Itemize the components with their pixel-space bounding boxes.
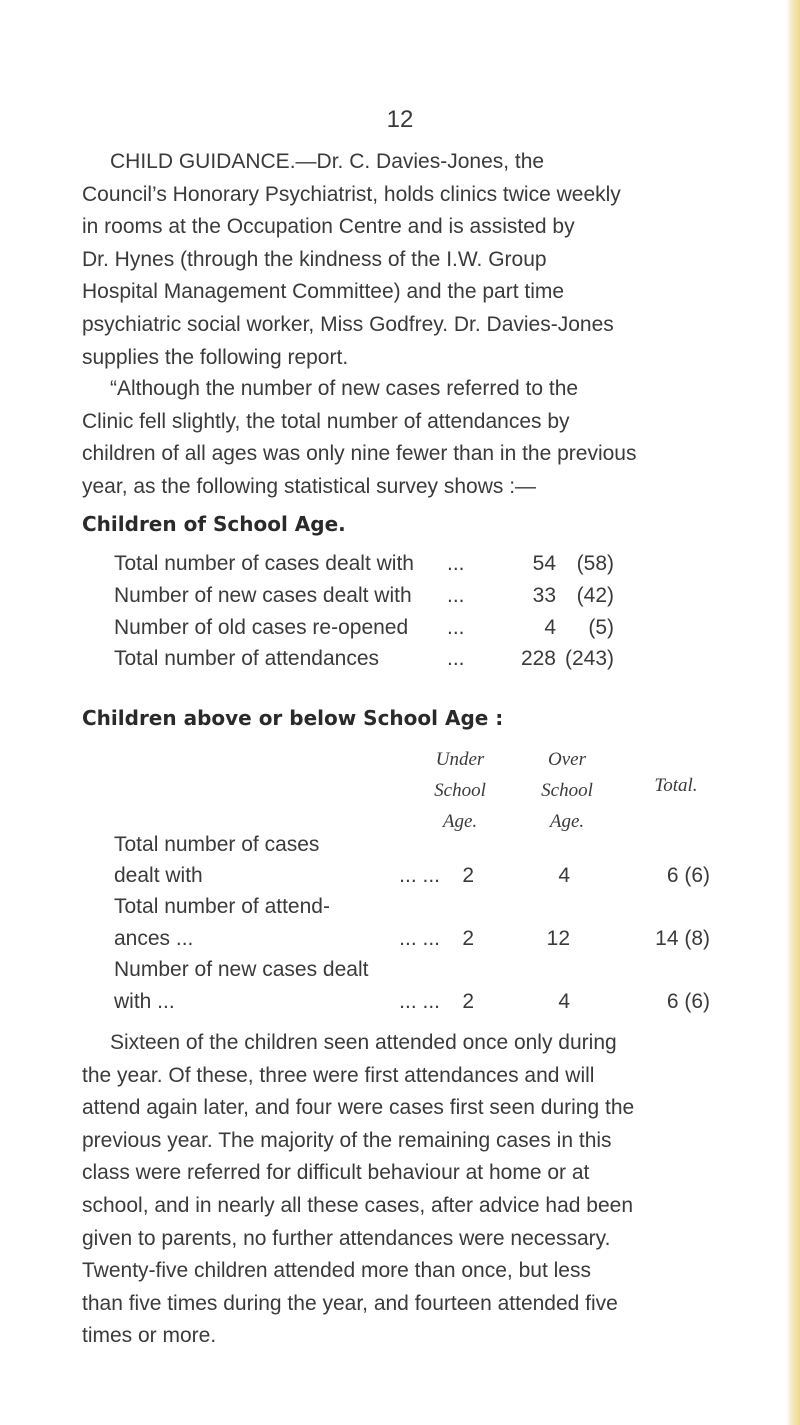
stat-label: Total number of cases dealt with — [114, 552, 414, 575]
cell-total: 6 (6) — [666, 990, 710, 1013]
closing-line: previous year. The majority of the remaining cases in this — [82, 1128, 612, 1152]
column-header-under — [420, 744, 500, 837]
table-row-dots: ... ... — [399, 927, 440, 950]
closing-line: times or more. — [82, 1324, 217, 1348]
intro-line: Dr. Hynes (through the kindness of the I.W. Group — [82, 247, 547, 271]
table-row-label-continuation — [114, 927, 440, 951]
column-header-total: Total. — [654, 775, 698, 796]
column-header-line: Over — [548, 749, 586, 770]
cell-total: 14 (8) — [655, 927, 710, 950]
quote-line: “Although the number of new cases referred to the — [110, 377, 579, 400]
stat-dots: ... — [447, 584, 465, 607]
quote-line: year, as the following statistical survey shows :— — [82, 474, 537, 498]
stat-previous: (5) — [588, 616, 614, 639]
closing-line: attend again later, and four were cases first seen during the — [82, 1096, 635, 1120]
cell-under: 2 — [462, 927, 474, 950]
school-age-heading: Children of School Age. — [82, 512, 346, 536]
table-row-dots: ... ... — [399, 864, 440, 887]
column-header-line: Age. — [442, 811, 478, 832]
quote-line: children of all ages was only nine fewer than in the previous — [82, 442, 637, 466]
stat-dots: ... — [447, 552, 465, 575]
closing-paragraph — [82, 1027, 710, 1353]
cell-total: 6 (6) — [666, 864, 710, 887]
cell-over: 4 — [558, 864, 570, 887]
table-row-label-continuation — [114, 864, 440, 888]
closing-line: school, and in nearly all these cases, after advice had been — [82, 1193, 634, 1217]
table-row-label-continuation — [114, 990, 440, 1014]
stat-label: Number of new cases dealt with — [114, 584, 412, 607]
table-row-label: Total number of attend- — [114, 895, 330, 918]
column-header-line: School — [541, 780, 593, 801]
closing-line: given to parents, no further attendances were necessary. — [82, 1226, 611, 1250]
stat-dots: ... — [447, 616, 465, 639]
table-row-label: dealt with — [114, 864, 203, 887]
stat-current: 228 — [520, 647, 556, 670]
cell-under: 2 — [462, 864, 474, 887]
page-number: 12 — [386, 106, 414, 133]
closing-line: than five times during the year, and fourteen attended five — [82, 1291, 618, 1315]
intro-line: in rooms at the Occupation Centre and is assisted by — [82, 215, 575, 239]
intro-line: Hospital Management Committee) and the part time — [82, 280, 565, 304]
column-header-line: Under — [435, 749, 485, 770]
table-row-label: Total number of cases — [114, 833, 320, 856]
stat-previous: (243) — [564, 647, 614, 670]
table-row-label: Number of new cases dealt — [114, 958, 369, 981]
stat-current: 54 — [532, 552, 556, 575]
intro-line: supplies the following report. — [82, 345, 349, 369]
stat-current: 33 — [532, 584, 556, 607]
column-header-line: Age. — [549, 811, 585, 832]
cell-over: 12 — [546, 927, 570, 950]
stat-row-reopened — [114, 616, 714, 646]
column-header-line: School — [434, 780, 486, 801]
stat-current: 4 — [544, 616, 556, 639]
quote-paragraph — [82, 373, 710, 503]
intro-line: Council’s Honorary Psychiatrist, holds clinics twice weekly — [82, 182, 621, 206]
intro-paragraph — [82, 146, 710, 374]
stat-row-total-cases — [114, 552, 714, 582]
stat-row-attendances — [114, 647, 714, 677]
table-row-label: with ... — [114, 990, 175, 1013]
stat-previous: (58) — [576, 552, 614, 575]
stat-row-new-cases — [114, 584, 714, 614]
stat-label: Total number of attendances — [114, 647, 380, 670]
above-below-heading: Children above or below School Age : — [82, 706, 504, 730]
stat-dots: ... — [447, 647, 465, 670]
closing-line: class were referred for difficult behaviour at home or at — [82, 1161, 590, 1185]
closing-line: Sixteen of the children seen attended once only during — [110, 1031, 617, 1054]
closing-line: the year. Of these, three were first attendances and will — [82, 1063, 595, 1087]
intro-line: psychiatric social worker, Miss Godfrey. Dr. Davies-Jones — [82, 312, 614, 336]
quote-line: Clinic fell slightly, the total number of attendances by — [82, 409, 570, 433]
column-header-over — [522, 744, 612, 837]
closing-line: Twenty-five children attended more than once, but less — [82, 1259, 591, 1283]
stat-previous: (42) — [576, 584, 614, 607]
cell-over: 4 — [558, 990, 570, 1013]
page-edge — [786, 0, 800, 1425]
table-row-dots: ... ... — [399, 990, 440, 1013]
stat-label: Number of old cases re-opened — [114, 616, 409, 639]
table-row-label: ances ... — [114, 927, 194, 950]
intro-line: CHILD GUIDANCE.—Dr. C. Davies-Jones, the — [110, 150, 545, 173]
cell-under: 2 — [462, 990, 474, 1013]
